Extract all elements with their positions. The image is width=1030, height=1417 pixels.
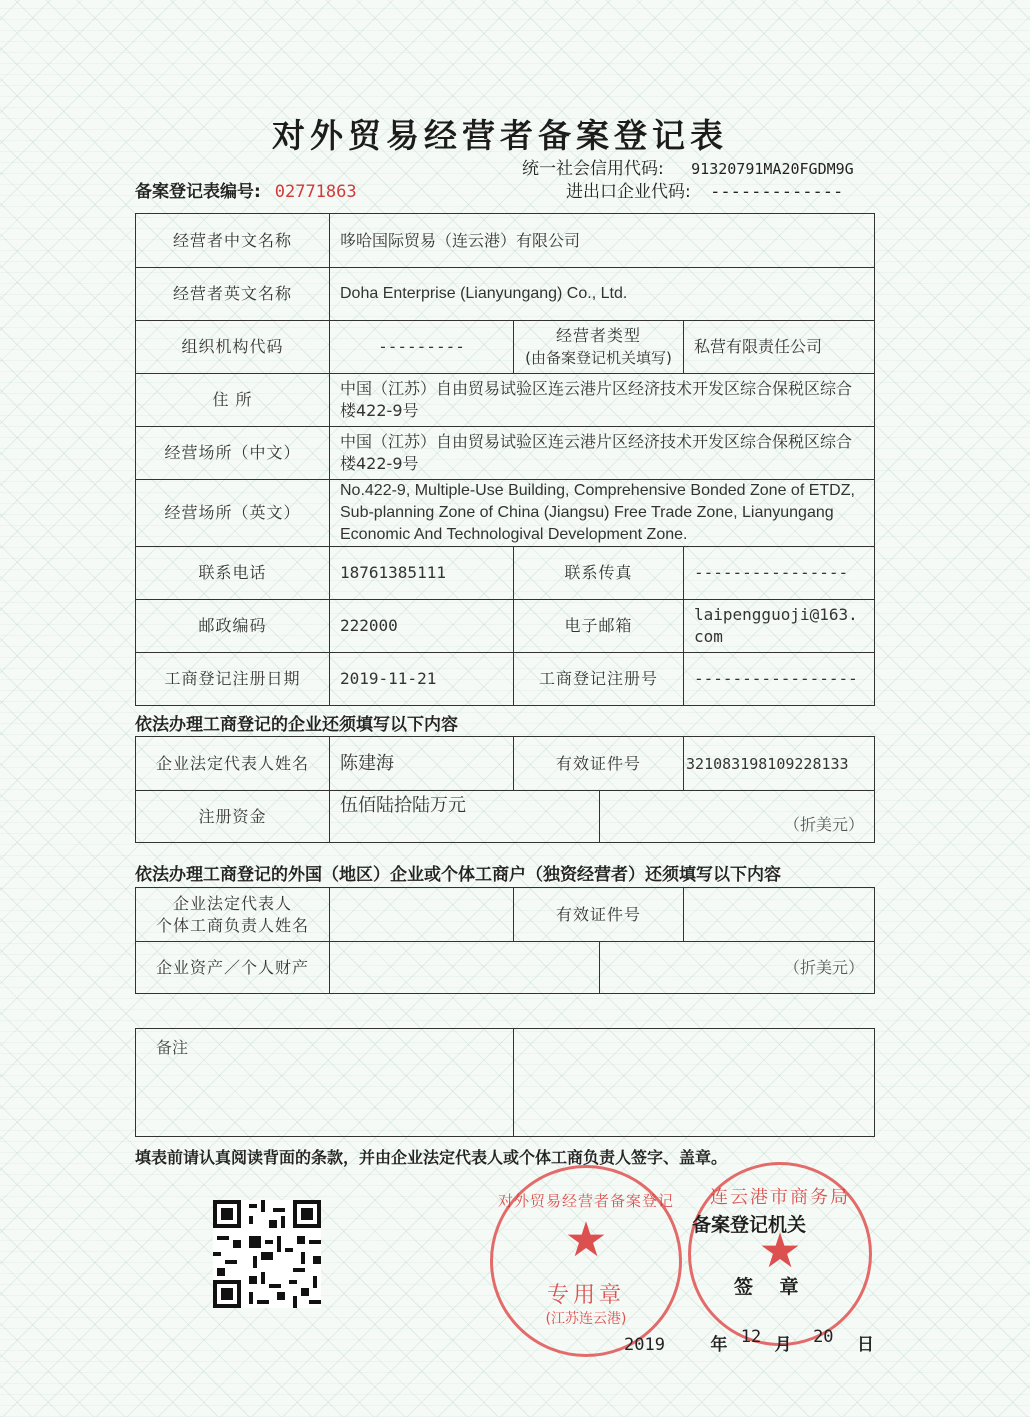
reg-no-label: 工商登记注册号 — [514, 653, 684, 706]
date-day: 20 — [813, 1327, 834, 1347]
seal-left-middle-text: 专用章 — [546, 1283, 625, 1308]
qr-code-graphic — [213, 1200, 321, 1308]
remarks-label: 备注 — [136, 1029, 514, 1137]
operator-type-sublabel: (由备案登记机关填写) — [525, 349, 672, 367]
date-year-char: 年 — [710, 1335, 728, 1355]
org-code-label: 组织机构代码 — [136, 321, 330, 374]
date-year: 2019 — [624, 1335, 665, 1355]
premises-en-label: 经营场所（英文） — [136, 480, 330, 547]
postcode-value: 222000 — [330, 600, 514, 653]
reg-date-label: 工商登记注册日期 — [136, 653, 330, 706]
email-label: 电子邮箱 — [514, 600, 684, 653]
credit-code-line — [522, 154, 854, 179]
name-cn-value: 哆哈国际贸易（连云港）有限公司 — [330, 214, 875, 268]
foreign-id-label: 有效证件号 — [514, 888, 684, 942]
org-code-value: --------- — [330, 321, 514, 374]
address-label: 住 所 — [136, 374, 330, 427]
foreign-table — [135, 887, 875, 994]
phone-label: 联系电话 — [136, 547, 330, 600]
date-month: 12 — [740, 1327, 762, 1347]
email-value: laipengguoji@163.com — [684, 600, 875, 653]
operator-type-label: 经营者类型 — [555, 326, 641, 345]
legal-rep-value: 陈建海 — [330, 737, 514, 791]
remarks-table — [135, 1028, 875, 1137]
phone-value: 18761385111 — [330, 547, 514, 600]
postcode-label: 邮政编码 — [136, 600, 330, 653]
rep-value — [330, 888, 514, 942]
record-no-value: 02771863 — [274, 182, 357, 202]
fax-value: ---------------- — [684, 547, 875, 600]
address-value: 中国（江苏）自由贸易试验区连云港片区经济技术开发区综合保税区综合楼422-9号 — [330, 374, 875, 427]
fax-label: 联系传真 — [514, 547, 684, 600]
seal-star-icon: ★ — [564, 1212, 608, 1268]
rep-label-1: 企业法定代表人 — [172, 893, 292, 913]
section2-heading: 依法办理工商登记的企业还须填写以下内容 — [135, 715, 458, 735]
seal-right-star-icon: ★ — [758, 1223, 802, 1279]
date-month-char: 月 — [774, 1335, 792, 1355]
assets-usd-note: （折美元） — [600, 942, 875, 994]
sign-label: 签 章 — [734, 1276, 799, 1298]
ie-code-line — [566, 177, 843, 202]
instruction-text: 填表前请认真阅读背面的条款，并由企业法定代表人或个体工商负责人签字、盖章。 — [135, 1148, 728, 1167]
id-value: 321083198109228133 — [684, 737, 875, 791]
premises-cn-label: 经营场所（中文） — [136, 427, 330, 480]
remarks-value — [514, 1029, 875, 1137]
form-title: 对外贸易经营者备案登记表 — [272, 116, 728, 155]
operator-type-label-cell — [514, 321, 684, 374]
capital-label: 注册资金 — [136, 791, 330, 843]
credit-code-value: 91320791MA20FGDM9G — [691, 160, 854, 178]
enterprise-table — [135, 736, 875, 843]
name-en-value: Doha Enterprise (Lianyungang) Co., Ltd. — [330, 268, 875, 321]
name-en-label: 经营者英文名称 — [136, 268, 330, 321]
reg-date-value: 2019-11-21 — [330, 653, 514, 706]
assets-label: 企业资产／个人财产 — [136, 942, 330, 994]
reg-no-value: ----------------- — [684, 653, 875, 706]
authority-label: 备案登记机关 — [692, 1214, 807, 1236]
ie-code-label: 进出口企业代码: — [566, 182, 691, 202]
foreign-id-value — [684, 888, 875, 942]
rep-label-2: 个体工商负责人姓名 — [155, 915, 309, 935]
legal-rep-label: 企业法定代表人姓名 — [136, 737, 330, 791]
qr-code — [213, 1200, 321, 1308]
section3-heading: 依法办理工商登记的外国（地区）企业或个体工商户（独资经营者）还须填写以下内容 — [135, 865, 781, 885]
credit-code-label: 统一社会信用代码: — [522, 159, 664, 179]
record-no-label: 备案登记表编号: — [135, 182, 261, 202]
main-info-table — [135, 213, 875, 706]
capital-usd-note: （折美元） — [600, 791, 875, 843]
record-no-line — [135, 177, 357, 202]
trade-filing-seal — [490, 1165, 682, 1357]
name-cn-label: 经营者中文名称 — [136, 214, 330, 268]
rep-label-cell — [136, 888, 330, 942]
premises-en-value: No.422-9, Multiple-Use Building, Comprehensive Bonded Zone of ETDZ, Sub-planning Zone of China (Jiangsu) Free Trade Zone, Lianyungang Economic And Technologival Development Zone. — [330, 480, 875, 547]
premises-cn-value: 中国（江苏）自由贸易试验区连云港片区经济技术开发区综合保税区综合楼422-9号 — [330, 427, 875, 480]
assets-value — [330, 942, 600, 994]
seal-left-bottom-text: (江苏连云港) — [545, 1311, 627, 1327]
capital-value: 伍佰陆拾陆万元 — [330, 791, 600, 843]
id-label: 有效证件号 — [514, 737, 684, 791]
commerce-bureau-seal — [688, 1162, 872, 1346]
operator-type-value: 私营有限责任公司 — [684, 321, 875, 374]
ie-code-value: ------------- — [710, 182, 844, 202]
seal-right-top-text: 连云港市商务局 — [710, 1187, 850, 1208]
date-day-char: 日 — [856, 1335, 874, 1355]
seal-left-top-text: 对外贸易经营者备案登记 — [497, 1192, 674, 1210]
signing-date — [624, 1327, 874, 1355]
